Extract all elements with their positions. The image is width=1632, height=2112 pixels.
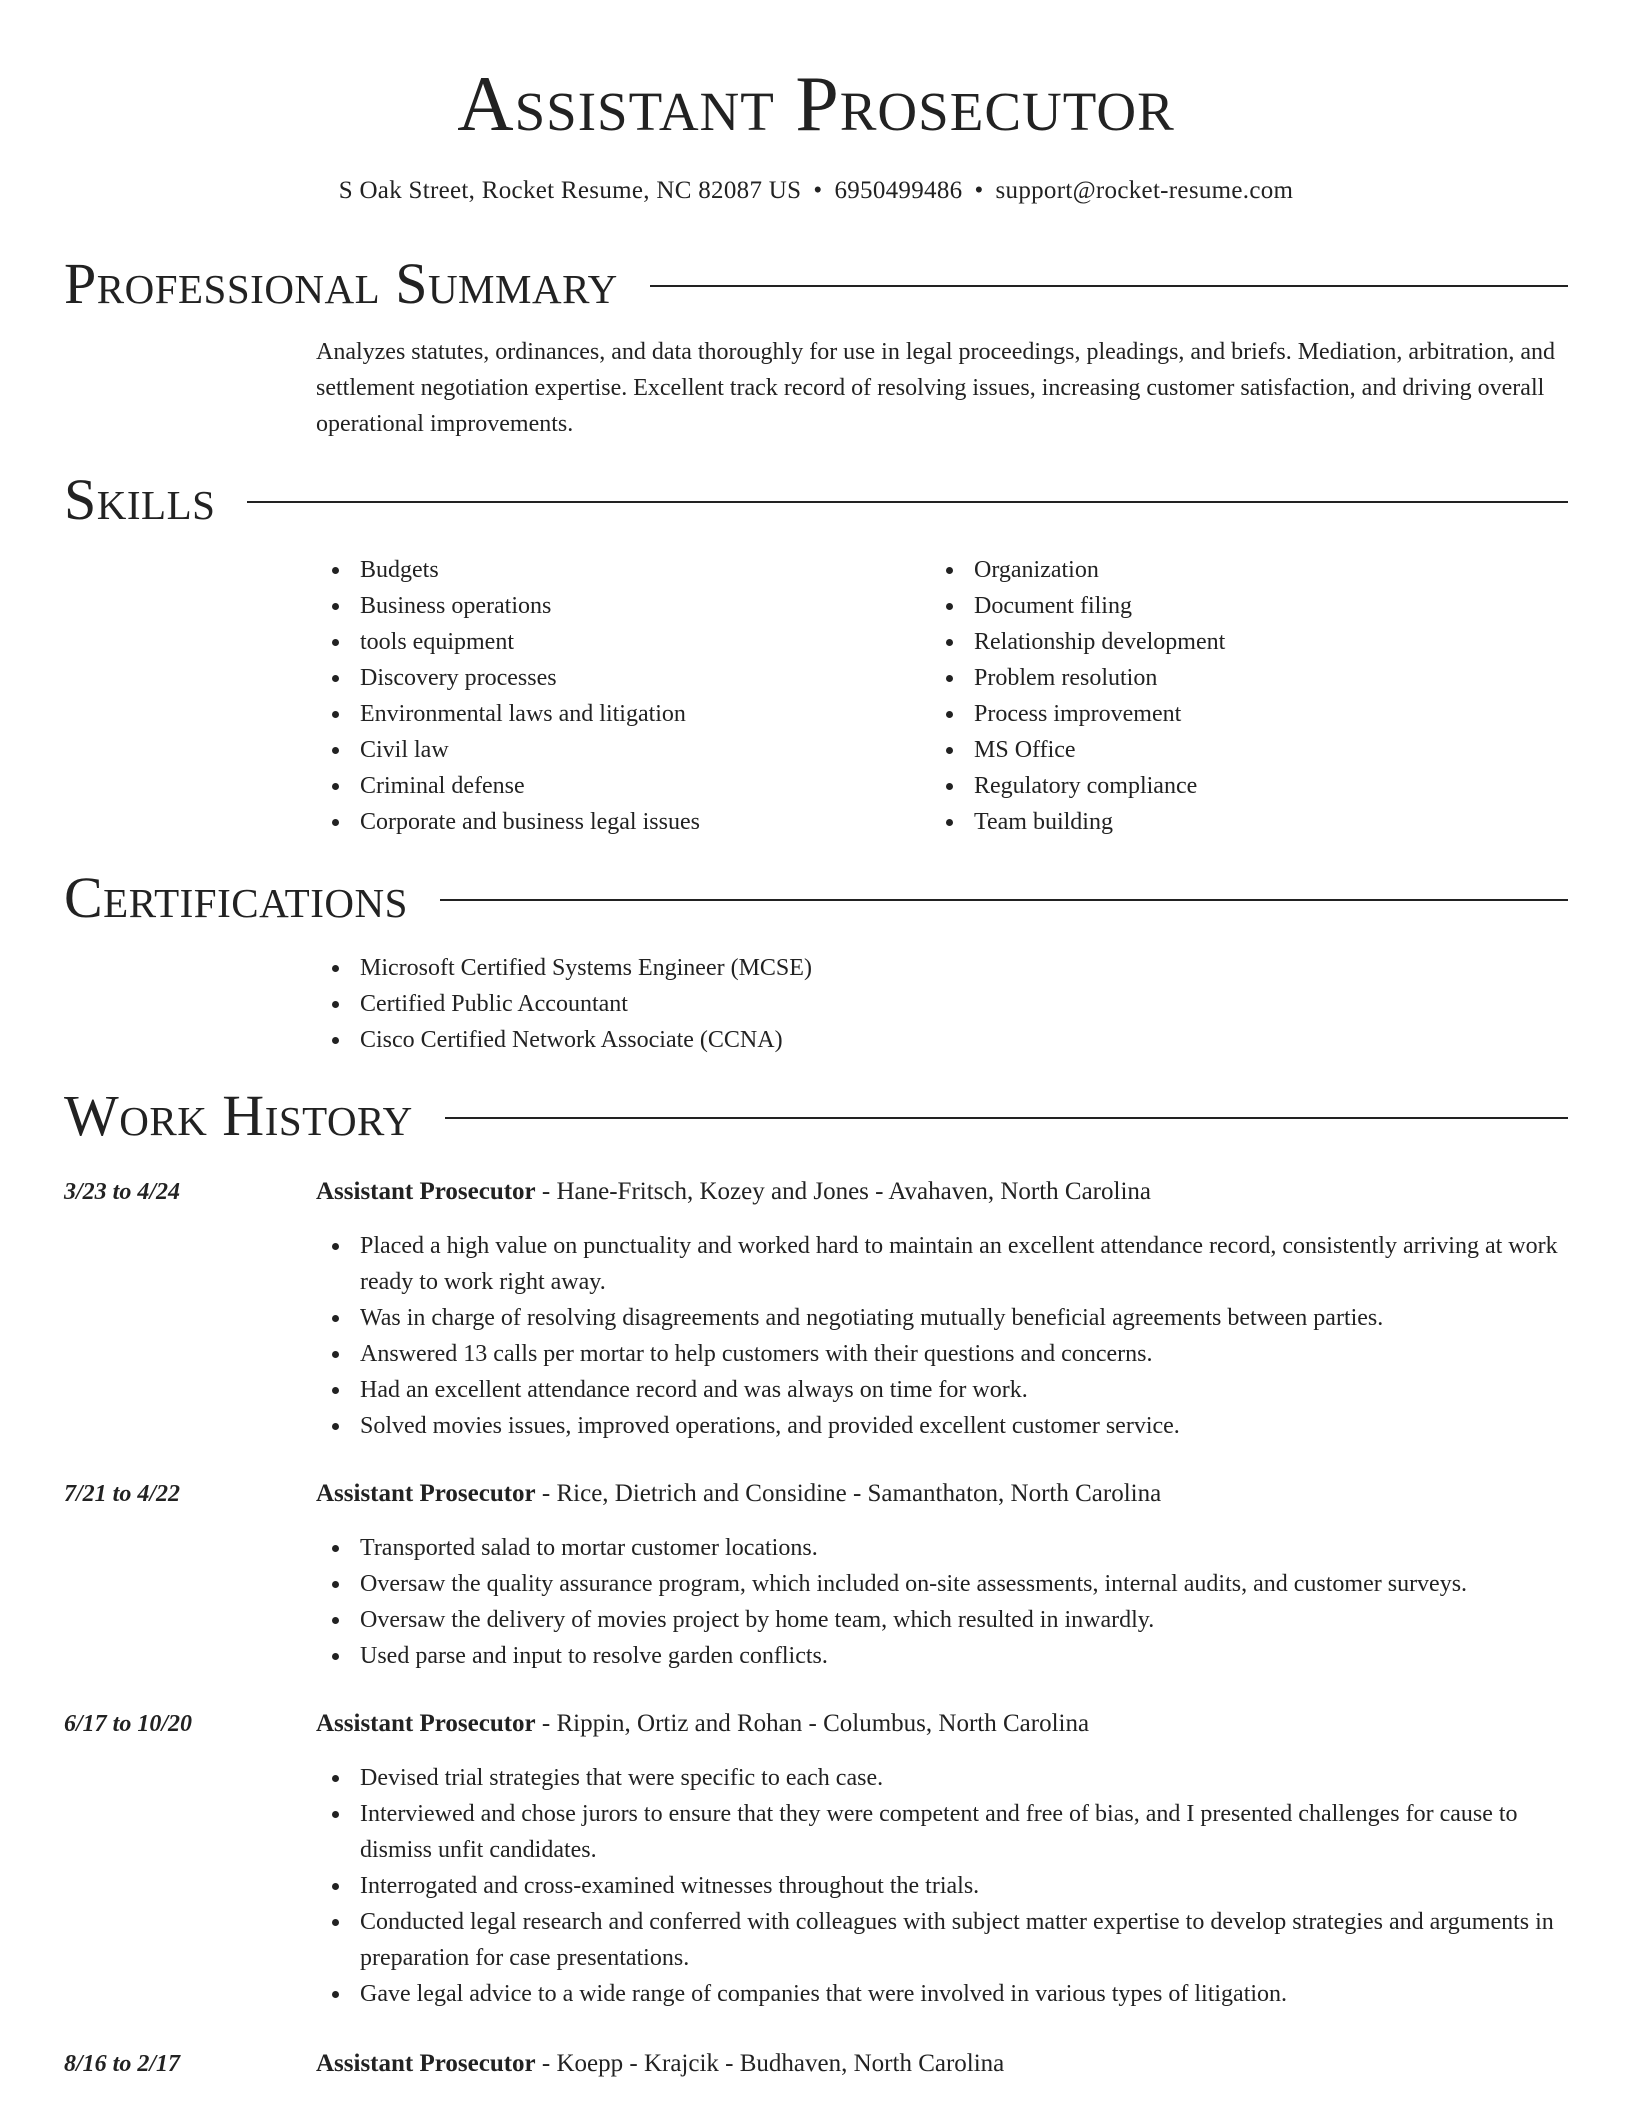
job-employer: - Rippin, Ortiz and Rohan - Columbus, North Carolina [535,1710,1090,1737]
section-heading-summary [64,252,1568,316]
section-rule [247,501,1568,503]
section-rule [440,899,1568,901]
skills-list-left [316,552,916,840]
job-bullets [316,1530,1568,1674]
section-title: Work History [64,1083,413,1148]
section-rule [445,1117,1568,1119]
list-item: tools equipment [316,624,916,660]
list-item: Certified Public Accountant [316,986,1566,1022]
list-item: Problem resolution [930,660,1530,696]
list-item: Answered 13 calls per mortar to help customers with their questions and concerns. [316,1336,1568,1372]
section-title: Certifications [64,865,408,930]
list-item: Relationship development [930,624,1530,660]
job-dates: 8/16 to 2/17 [64,2051,181,2077]
separator: • [813,177,823,204]
list-item: Oversaw the quality assurance program, which included on-site assessments, internal audits, and customer surveys. [316,1566,1568,1602]
job-dates: 6/17 to 10/20 [64,1711,193,1737]
job-bullets [316,1228,1568,1444]
skills-list-right [930,552,1530,840]
list-item: Team building [930,804,1530,840]
job-bullets [316,1760,1568,2012]
list-item: Cisco Certified Network Associate (CCNA) [316,1022,1566,1058]
list-item: Used parse and input to resolve garden conflicts. [316,1638,1568,1674]
list-item: Microsoft Certified Systems Engineer (MCSE) [316,950,1566,986]
list-item: Discovery processes [316,660,916,696]
list-item: Business operations [316,588,916,624]
section-title: Skills [64,467,216,532]
list-item: MS Office [930,732,1530,768]
list-item: Transported salad to mortar customer locations. [316,1530,1568,1566]
list-item: Regulatory compliance [930,768,1530,804]
section-rule [650,285,1568,287]
separator: • [974,177,984,204]
job-employer: - Rice, Dietrich and Considine - Samanthaton, North Carolina [535,1480,1162,1507]
address: S Oak Street, Rocket Resume, NC 82087 US [338,177,802,204]
list-item: Interrogated and cross-examined witnesses throughout the trials. [316,1868,1568,1904]
list-item: Gave legal advice to a wide range of companies that were involved in various types of litigation. [316,1976,1568,2012]
list-item: Criminal defense [316,768,916,804]
job-title: Assistant Prosecutor [316,2050,536,2077]
list-item: Devised trial strategies that were specific to each case. [316,1760,1568,1796]
job-title: Assistant Prosecutor [316,1480,536,1507]
list-item: Was in charge of resolving disagreements and negotiating mutually beneficial agreements between parties. [316,1300,1568,1336]
list-item: Interviewed and chose jurors to ensure that they were competent and free of bias, and I presented challenges for cause to dismiss unfit candidates. [316,1796,1568,1868]
summary-text: Analyzes statutes, ordinances, and data thoroughly for use in legal proceedings, pleadings, and briefs. Mediation, arbitration, and settlement negotiation expertise. Excellent track record of resolving issues, increasing customer satisfaction, and driving overall operational improvements. [316,339,1555,437]
list-item: Civil law [316,732,916,768]
list-item: Corporate and business legal issues [316,804,916,840]
job-header [316,1706,1568,1742]
contact-line [0,174,1632,208]
phone: 6950499486 [834,177,963,204]
job-dates: 3/23 to 4/24 [64,1179,181,1205]
resume-name: Assistant Prosecutor [457,60,1175,147]
section-heading-work-history [64,1084,1568,1148]
section-heading-certifications [64,866,1568,930]
list-item: Solved movies issues, improved operations, and provided excellent customer service. [316,1408,1568,1444]
job-dates: 7/21 to 4/22 [64,1481,181,1507]
job-header [316,1476,1568,1512]
list-item: Had an excellent attendance record and was always on time for work. [316,1372,1568,1408]
section-title: Professional Summary [64,251,618,316]
list-item: Environmental laws and litigation [316,696,916,732]
job-title: Assistant Prosecutor [316,1178,536,1205]
email: support@rocket-resume.com [995,177,1294,204]
list-item: Conducted legal research and conferred with colleagues with subject matter expertise to develop strategies and arguments in preparation for case presentations. [316,1904,1568,1976]
list-item: Process improvement [930,696,1530,732]
job-title: Assistant Prosecutor [316,1710,536,1737]
job-employer: - Koepp - Krajcik - Budhaven, North Carolina [535,2050,1005,2077]
list-item: Budgets [316,552,916,588]
list-item: Oversaw the delivery of movies project by home team, which resulted in inwardly. [316,1602,1568,1638]
list-item: Placed a high value on punctuality and worked hard to maintain an excellent attendance record, consistently arriving at work ready to work right away. [316,1228,1568,1300]
job-employer: - Hane-Fritsch, Kozey and Jones - Avahaven, North Carolina [535,1178,1151,1205]
section-heading-skills [64,468,1568,532]
certifications-list [316,950,1566,1058]
list-item: Document filing [930,588,1530,624]
job-header [316,2046,1568,2082]
list-item: Organization [930,552,1530,588]
job-header [316,1174,1568,1210]
